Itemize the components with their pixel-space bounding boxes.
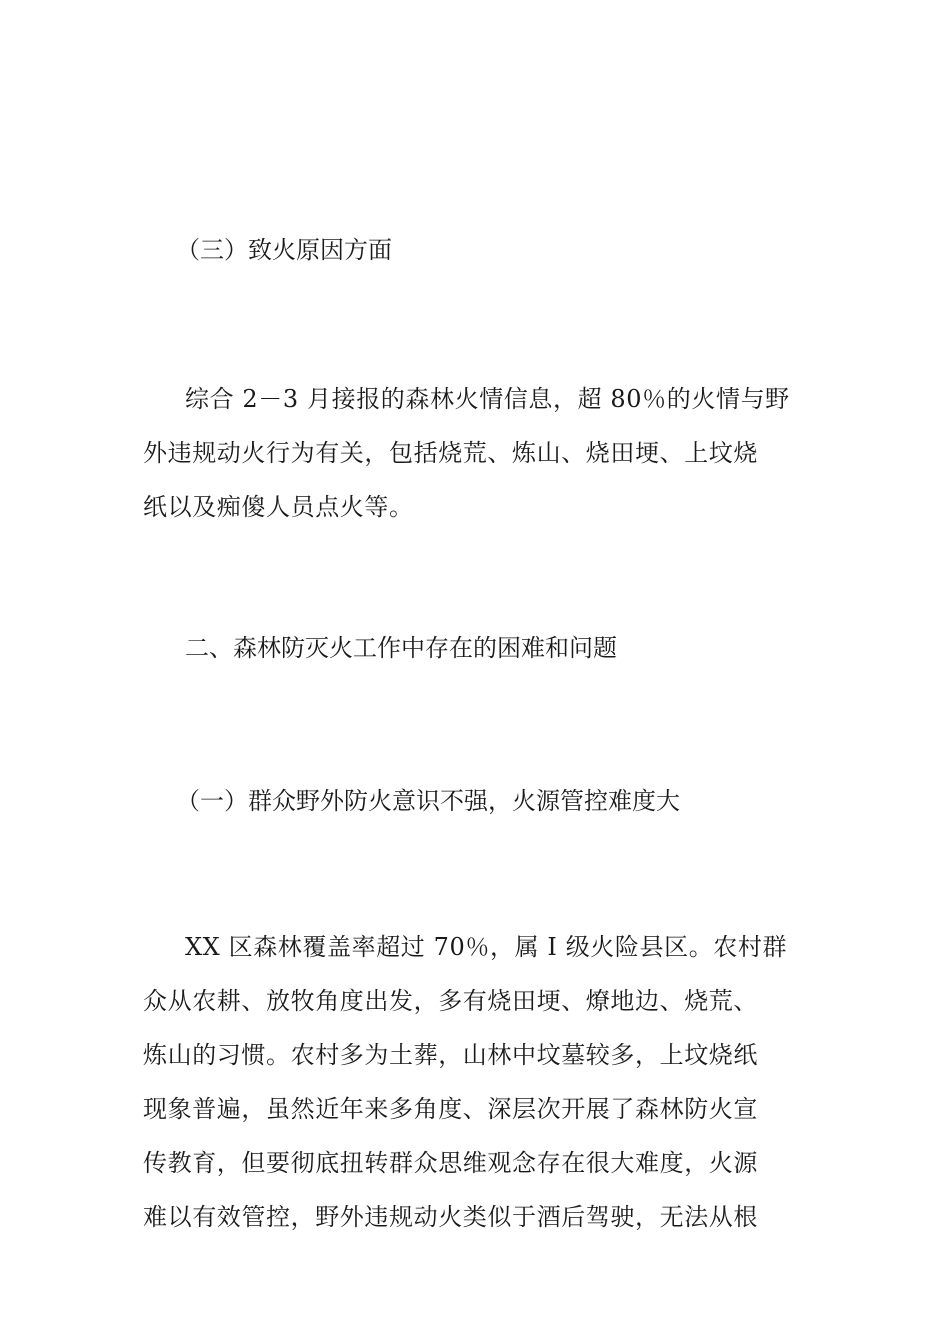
paragraph-line: XX 区森林覆盖率超过 70％，属 I 级火险县区。农村群 [185,933,788,961]
paragraph-line: 传教育，但要彻底扭转群众思维观念存在很大难度，火源 [143,1149,758,1177]
paragraph-line: 难以有效管控，野外违规动火类似于酒后驾驶，无法从根 [143,1203,758,1231]
paragraph-line: 综合 2－3 月接报的森林火情信息，超 80％的火情与野 [185,385,790,413]
paragraph-line: 众从农耕、放牧角度出发，多有烧田埂、燎地边、烧荒、 [143,987,758,1015]
subsection-1-heading: （一）群众野外防火意识不强，火源管控难度大 [176,787,680,815]
paragraph-line: 纸以及痴傻人员点火等。 [143,493,414,521]
paragraph-line: 炼山的习惯。农村多为土葬，山林中坟墓较多，上坟烧纸 [143,1041,758,1069]
paragraph-fire-causes [143,372,813,534]
paragraph-line: 外违规动火行为有关，包括烧荒、炼山、烧田埂、上坟烧 [143,439,758,467]
section-3-heading: （三）致火原因方面 [176,236,392,264]
paragraph-forest-coverage [143,920,813,1244]
part-2-heading: 二、森林防灭火工作中存在的困难和问题 [185,634,617,662]
paragraph-line: 现象普遍，虽然近年来多角度、深层次开展了森林防火宣 [143,1095,758,1123]
